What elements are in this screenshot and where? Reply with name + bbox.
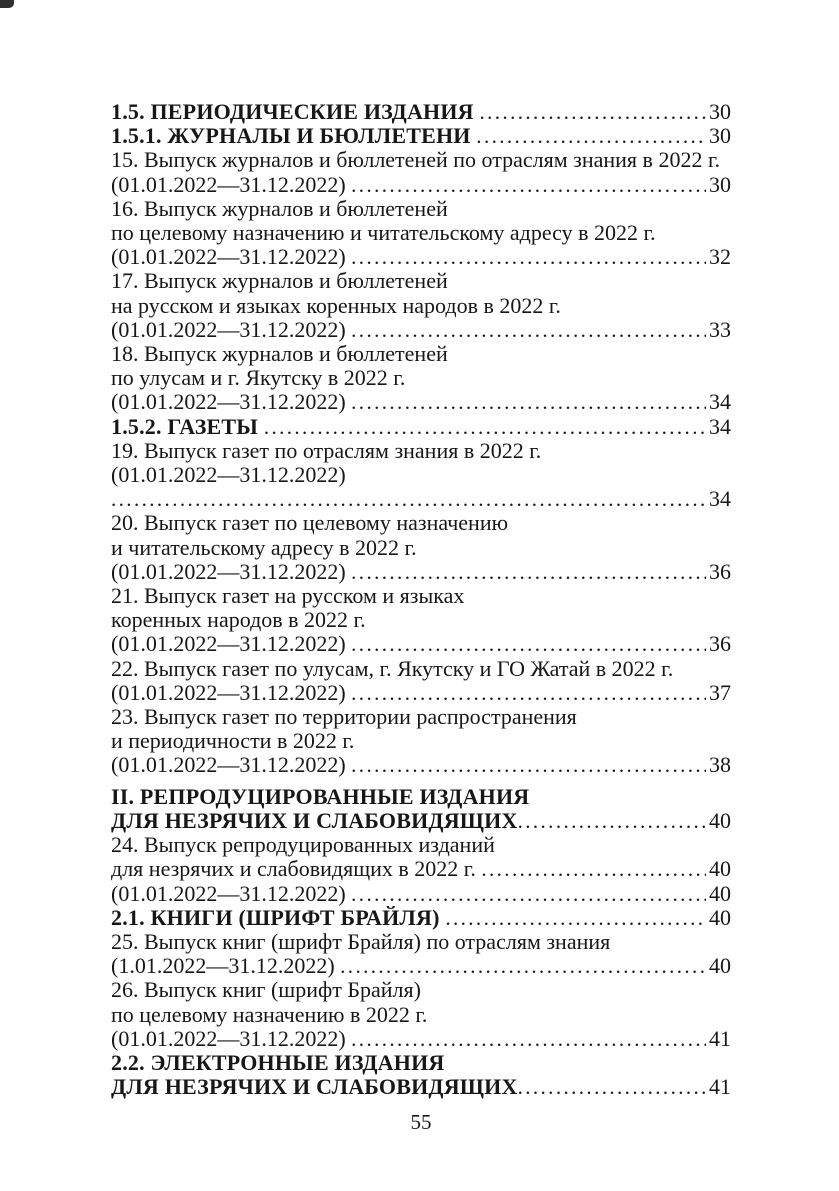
toc-line — [111, 809, 731, 833]
toc-line — [111, 439, 731, 463]
toc-entry-text: 26. Выпуск книг (шрифт Брайля) — [111, 977, 421, 1003]
toc-page-number: 33 — [709, 316, 731, 342]
toc-page-number: 40 — [709, 856, 731, 882]
dot-leader — [351, 560, 706, 584]
toc-line — [111, 415, 731, 439]
dot-leader — [481, 857, 706, 881]
dot-leader — [111, 487, 706, 511]
toc-page-number: 30 — [709, 171, 731, 197]
toc-line — [111, 463, 731, 487]
dot-leader — [351, 632, 706, 656]
toc-entry-text: 21. Выпуск газет на русском и языках — [111, 583, 465, 609]
toc-page-number: 40 — [709, 807, 731, 833]
toc-line — [111, 390, 731, 414]
toc-entry-text: (01.01.2022—31.12.2022) — [111, 171, 352, 197]
dot-leader — [351, 882, 706, 906]
toc-page-number: 40 — [709, 880, 731, 906]
dot-leader — [351, 318, 706, 342]
toc-entry-text: по целевому назначению в 2022 г. — [111, 1001, 428, 1027]
toc-entry-text: (01.01.2022—31.12.2022) — [111, 631, 352, 657]
toc-line — [111, 608, 731, 632]
toc-line — [111, 753, 731, 777]
dot-leader — [351, 173, 706, 197]
toc-entry-text: (01.01.2022—31.12.2022) — [111, 1025, 352, 1051]
toc-line — [111, 978, 731, 1002]
toc-entry-text: на русском и языках коренных народов в 2022 г. — [111, 292, 561, 318]
toc-page-number: 30 — [709, 99, 731, 124]
toc-entry-text: (01.01.2022—31.12.2022) — [111, 880, 352, 906]
page-number: 55 — [410, 1110, 432, 1134]
toc-line — [111, 294, 731, 318]
dot-leader — [351, 681, 706, 705]
toc-line — [111, 124, 731, 148]
toc-entry-text: II. РЕПРОДУЦИРОВАННЫЕ ИЗДАНИЯ — [111, 783, 530, 809]
toc-entry-text: 15. Выпуск журналов и бюллетеней по отраслям знания в 2022 г. — [111, 147, 720, 173]
toc-line — [111, 1027, 731, 1051]
page-footer — [111, 1110, 731, 1135]
toc-line — [111, 681, 731, 705]
dot-leader — [518, 809, 706, 833]
toc-entry-text: (01.01.2022—31.12.2022) — [111, 462, 346, 488]
toc-line — [111, 857, 731, 881]
dot-leader — [476, 124, 706, 148]
toc-line — [111, 954, 731, 978]
toc-page-number: 41 — [709, 1025, 731, 1051]
toc-line — [111, 584, 731, 608]
dot-leader — [351, 753, 706, 777]
toc-entry-text: коренных народов в 2022 г. — [111, 607, 366, 633]
toc-line — [111, 882, 731, 906]
toc-page-number: 36 — [709, 631, 731, 657]
toc-line — [111, 1003, 731, 1027]
scan-artifact — [0, 0, 14, 8]
toc-entry-text: и читательскому адресу в 2022 г. — [111, 534, 417, 560]
toc-line — [111, 930, 731, 954]
toc-line — [111, 1051, 731, 1075]
toc-line — [111, 269, 731, 293]
toc-line — [111, 729, 731, 753]
toc-line — [111, 197, 731, 221]
toc-entry-text: 2.2. ЭЛЕКТРОННЫЕ ИЗДАНИЯ — [111, 1049, 445, 1075]
dot-leader — [340, 954, 706, 978]
toc-entry-text: для незрячих и слабовидящих в 2022 г. — [111, 856, 482, 882]
toc-page-number: 37 — [709, 679, 731, 705]
toc-line — [111, 173, 731, 197]
dot-leader — [445, 906, 706, 930]
toc-page-number: 36 — [709, 558, 731, 584]
toc-page-number: 38 — [709, 752, 731, 778]
toc-entry-text: ДЛЯ НЕЗРЯЧИХ И СЛАБОВИДЯЩИХ — [111, 807, 518, 833]
toc-line — [111, 657, 731, 681]
toc-entry-text: 1.5.1. ЖУРНАЛЫ И БЮЛЛЕТЕНИ — [111, 123, 477, 149]
toc-line — [111, 366, 731, 390]
toc-entry-text: ДЛЯ НЕЗРЯЧИХ И СЛАБОВИДЯЩИХ — [111, 1074, 518, 1100]
toc-line — [111, 536, 731, 560]
dot-leader — [351, 245, 706, 269]
toc-page-number: 32 — [709, 244, 731, 270]
toc-entry-text: (1.01.2022—31.12.2022) — [111, 953, 341, 979]
toc-line — [111, 906, 731, 930]
toc-entry-text: (01.01.2022—31.12.2022) — [111, 679, 352, 705]
dot-leader — [518, 1075, 706, 1099]
toc-page-number: 30 — [709, 123, 731, 149]
toc-line — [111, 632, 731, 656]
toc-line — [111, 148, 731, 172]
toc-entry-text: (01.01.2022—31.12.2022) — [111, 244, 352, 270]
toc-entry-text: и периодичности в 2022 г. — [111, 728, 355, 754]
toc-line — [111, 785, 731, 809]
toc-entry-text: 22. Выпуск газет по улусам, г. Якутску и ГО Жатай в 2022 г. — [111, 655, 674, 681]
toc-line — [111, 511, 731, 535]
toc-entry-text: по улусам и г. Якутску в 2022 г. — [111, 365, 406, 391]
toc-entry-text: 23. Выпуск газет по территории распространения — [111, 704, 577, 730]
dot-leader — [479, 100, 706, 124]
toc-line — [111, 245, 731, 269]
toc-entry-text: 18. Выпуск журналов и бюллетеней — [111, 341, 448, 367]
toc-entry-text: (01.01.2022—31.12.2022) — [111, 316, 352, 342]
toc-entry-text: 24. Выпуск репродуцированных изданий — [111, 832, 495, 858]
toc-page-number: 40 — [709, 904, 731, 930]
toc-page-number: 34 — [709, 389, 731, 415]
toc-page-number: 41 — [709, 1074, 731, 1100]
dot-leader — [351, 1027, 706, 1051]
toc-entry-text: 1.5. ПЕРИОДИЧЕСКИЕ ИЗДАНИЯ — [111, 99, 480, 124]
toc-line — [111, 833, 731, 857]
toc-line — [111, 705, 731, 729]
toc-line — [111, 100, 731, 124]
toc-line — [111, 342, 731, 366]
toc-page-number: 40 — [709, 953, 731, 979]
toc-entry-text: по целевому назначению и читательскому адресу в 2022 г. — [111, 220, 656, 246]
toc-entry-text: 2.1. КНИГИ (ШРИФТ БРАЙЛЯ) — [111, 904, 446, 930]
dot-leader — [264, 415, 706, 439]
dot-leader — [351, 390, 706, 414]
toc-entry-text: 16. Выпуск журналов и бюллетеней — [111, 195, 448, 221]
toc-line — [111, 318, 731, 342]
toc-entry-text: (01.01.2022—31.12.2022) — [111, 389, 352, 415]
toc-line — [111, 1075, 731, 1099]
toc-entry-text: 25. Выпуск книг (шрифт Брайля) по отраслям знания — [111, 928, 611, 954]
toc-page-number: 34 — [709, 486, 731, 512]
table-of-contents — [111, 100, 731, 1099]
toc-entry-text: 20. Выпуск газет по целевому назначению — [111, 510, 509, 536]
toc-entry-text: 17. Выпуск журналов и бюллетеней — [111, 268, 448, 294]
toc-entry-text: (01.01.2022—31.12.2022) — [111, 558, 352, 584]
toc-line — [111, 560, 731, 584]
toc-line — [111, 487, 731, 511]
toc-entry-text: 19. Выпуск газет по отраслям знания в 2022 г. — [111, 437, 542, 463]
toc-page-number: 34 — [709, 413, 731, 439]
toc-entry-text: 1.5.2. ГАЗЕТЫ — [111, 413, 264, 439]
toc-entry-text: (01.01.2022—31.12.2022) — [111, 752, 352, 778]
toc-line — [111, 221, 731, 245]
